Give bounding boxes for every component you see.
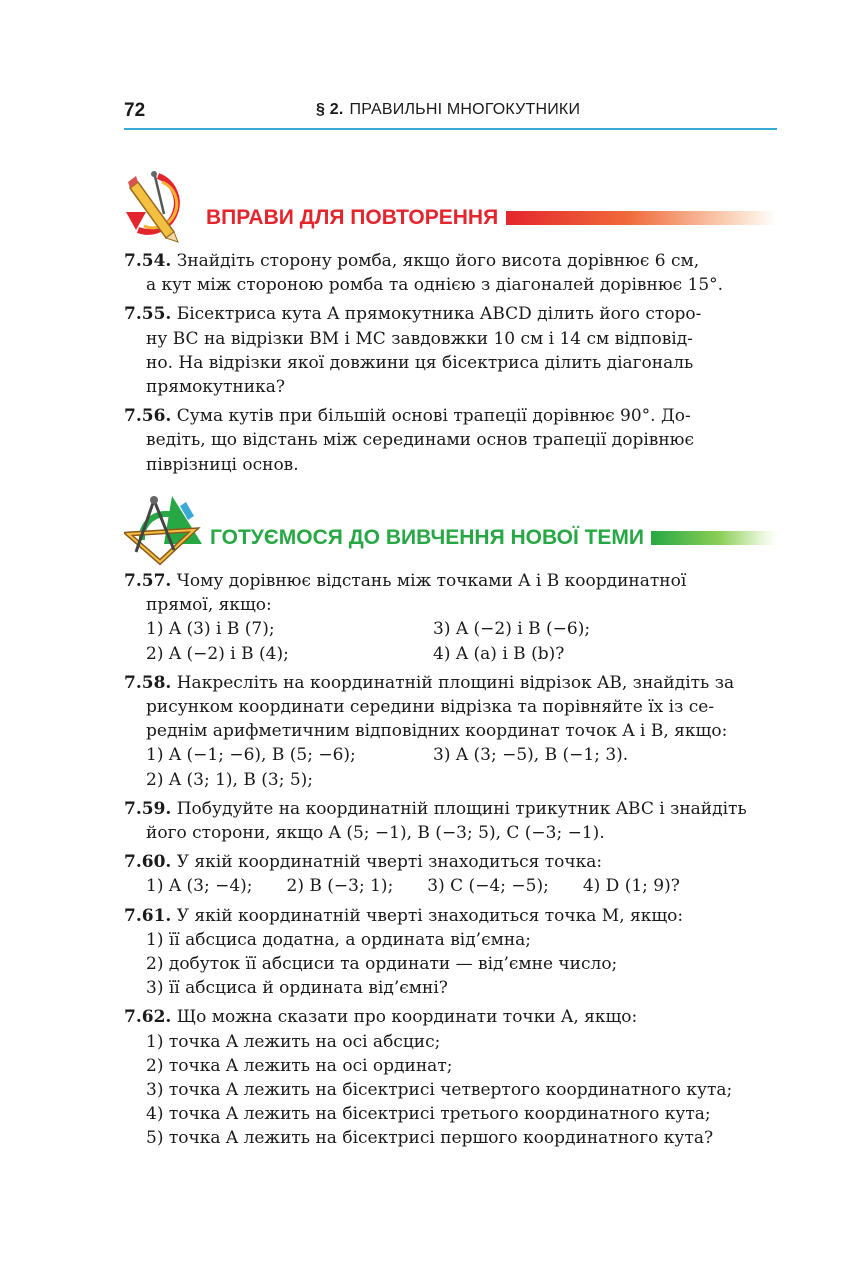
answer-option: 1) A (−1; −6), B (5; −6); [146,745,356,766]
problem-text: Сума кутів при більшій основі трапеції дорівнює 90°. До- [176,406,691,427]
problem-text: прямої, якщо: [146,595,272,616]
problem-number: 7.55. [124,304,172,325]
problem-text: ведіть, що відстань між серединами основ трапеції дорівнює [146,430,694,451]
problem-7-62 [124,1005,777,1150]
problem-text: Побудуйте на координатній площині трикутник ABC і знайдіть [176,798,747,819]
answer-option: 1) A (3) і B (7); [146,619,275,640]
prep-section-title: ГОТУЄМОСЯ ДО ВИВЧЕННЯ НОВОЇ ТЕМИ [210,526,645,549]
problem-text: Накресліть на координатній площині відрізок AB, знайдіть за [176,672,735,693]
list-item: 3) точка A лежить на бісектрисі четвертого координатного кута; [146,1080,733,1101]
problem-number: 7.61. [124,905,172,926]
problem-text: прямокутника? [146,377,285,398]
review-problem-list [124,249,777,482]
list-item: 2) добуток її абсциси та ординати — від’ємне число; [146,954,618,975]
problem-text: а кут між стороною ромба та однією з діагоналей дорівнює 15°. [146,275,724,296]
problem-7-56 [124,404,777,477]
problem-text: реднім арифметичним відповідних координат точок A і B, якщо: [146,721,728,742]
problem-7-59 [124,797,777,845]
section-mark: § 2. [316,101,344,118]
problem-text: но. На відрізки якої довжини ця бісектриса ділить діагональ [146,352,694,373]
problem-text: У якій координатній чверті знаходиться точка M, якщо: [176,905,684,926]
problem-text: Чому дорівнює відстань між точками A і B координатної [176,571,687,591]
section-title: ПРАВИЛЬНІ МНОГОКУТНИКИ [349,101,581,118]
prep-section-heading [124,490,777,568]
problem-text: його сторони, якщо A (5; −1), B (−3; 5), C (−3; −1). [146,823,605,844]
problem-7-60 [124,850,777,898]
problem-number: 7.56. [124,406,172,427]
header-rule [124,128,777,130]
problem-number: 7.57. [124,571,172,591]
problem-number: 7.62. [124,1007,172,1028]
answer-option: 2) A (3; 1), B (3; 5); [146,769,314,790]
list-item: 1) точка A лежить на осі абсцис; [146,1031,441,1052]
answer-option: 2) B (−3; 1); [286,876,394,897]
running-title [316,101,580,119]
review-section-heading [124,168,777,246]
problem-text: піврізниці основ. [146,454,299,475]
review-section-bar [506,211,777,225]
problem-number: 7.60. [124,852,172,873]
problem-number: 7.58. [124,672,172,693]
answer-option: 4) D (1; 9)? [582,876,680,897]
problem-text: У якій координатній чверті знаходиться точка: [176,852,603,873]
problem-text: Бісектриса кута A прямокутника ABCD ділить його сторо- [176,304,702,325]
problem-text: Знайдіть сторону ромба, якщо його висота дорівнює 6 см, [176,251,700,271]
list-item: 5) точка A лежить на бісектрисі першого координатного кута? [146,1128,714,1149]
problem-text: ну BC на відрізки BM і MC завдовжки 10 см і 14 см відповід- [146,328,693,349]
list-item: 1) її абсциса додатна, а ордината від’ємна; [146,929,532,950]
answer-option: 2) A (−2) і B (4); [146,643,289,664]
list-item: 4) точка A лежить на бісектрисі третього координатного кута; [146,1104,711,1125]
problem-text: рисунком координати середини відрізка та порівняйте їх із се- [146,697,715,718]
list-item: 3) її абсциса й ордината від’ємні? [146,978,448,999]
problem-7-57 [124,569,777,666]
compass-triangle-icon [124,490,204,568]
prep-problem-list [124,569,777,1156]
problem-7-61 [124,904,777,1001]
answer-option: 4) A (a) і B (b)? [433,643,565,664]
problem-text: Що можна сказати про координати точки A, якщо: [176,1007,638,1028]
answer-option: 3) A (−2) і B (−6); [433,619,591,640]
review-section-title: ВПРАВИ ДЛЯ ПОВТОРЕННЯ [206,206,499,229]
problem-7-55 [124,302,777,399]
answer-option: 3) A (3; −5), B (−1; 3). [433,745,629,766]
page-header [124,98,777,130]
answer-option: 3) C (−4; −5); [427,876,549,897]
list-item: 2) точка A лежить на осі ординат; [146,1055,453,1076]
pencil-compass-icon [124,168,204,246]
problem-7-54 [124,249,777,297]
answer-option: 1) A (3; −4); [146,876,253,897]
problem-7-58 [124,671,777,792]
problem-number: 7.59. [124,798,172,819]
problem-number: 7.54. [124,251,172,271]
prep-section-bar [651,531,777,545]
page-number: 72 [124,100,146,121]
